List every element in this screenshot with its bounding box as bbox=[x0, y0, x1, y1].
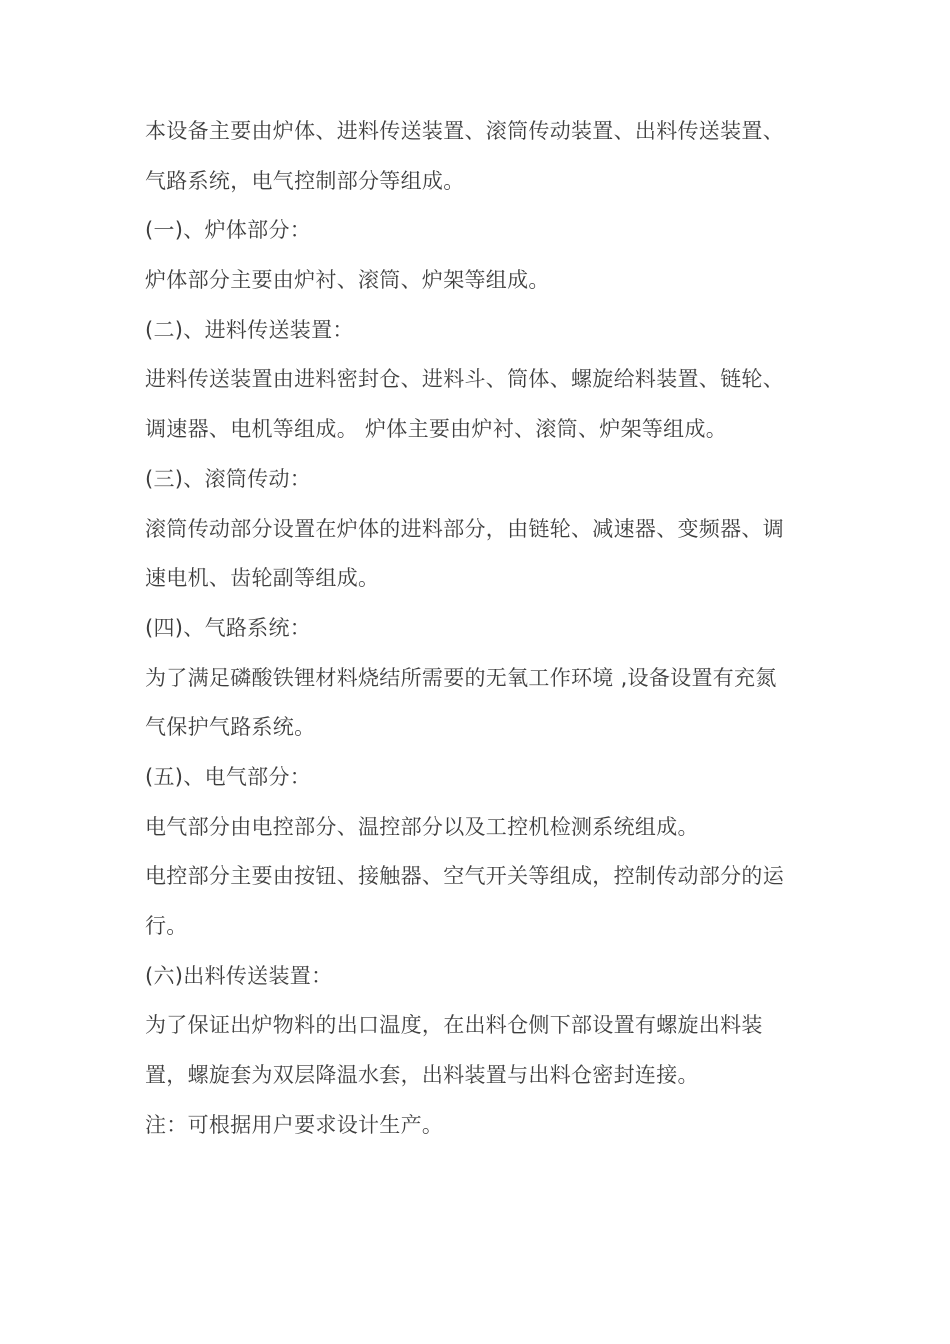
paragraph-line: 电气部分由电控部分、温控部分以及工控机检测系统组成。 bbox=[145, 814, 699, 839]
section-heading: (六)出料传送装置： bbox=[145, 963, 333, 988]
section-heading: (四)、气路系统： bbox=[145, 615, 312, 640]
section-heading: (三)、滚筒传动： bbox=[145, 466, 312, 491]
paragraph-line: 炉体部分主要由炉衬、滚筒、炉架等组成。 bbox=[145, 268, 550, 293]
section-heading: (五)、电气部分： bbox=[145, 764, 312, 789]
paragraph-line: 为了满足磷酸铁锂材料烧结所需要的无氧工作环境 ,设备设置有充氮 bbox=[145, 665, 777, 690]
paragraph-line: 速电机、齿轮副等组成。 bbox=[145, 566, 380, 591]
paragraph-line: 置，螺旋套为双层降温水套，出料装置与出料仓密封连接。 bbox=[145, 1063, 699, 1088]
paragraph-line: 调速器、电机等组成。 炉体主要由炉衬、滚筒、炉架等组成。 bbox=[145, 417, 728, 442]
note-line: 注：可根据用户要求设计生产。 bbox=[145, 1112, 444, 1137]
paragraph-line: 电控部分主要由按钮、接触器、空气开关等组成，控制传动部分的运 bbox=[145, 864, 784, 889]
paragraph-line: 气路系统，电气控制部分等组成。 bbox=[145, 168, 465, 193]
section-heading: (二)、进料传送装置： bbox=[145, 317, 354, 342]
paragraph-line: 气保护气路系统。 bbox=[145, 715, 316, 740]
section-heading: (一)、炉体部分： bbox=[145, 218, 312, 243]
paragraph-line: 滚筒传动部分设置在炉体的进料部分，由链轮、减速器、变频器、调 bbox=[145, 516, 784, 541]
paragraph-line: 为了保证出炉物料的出口温度，在出料仓侧下部设置有螺旋出料装 bbox=[145, 1013, 763, 1038]
document-body bbox=[145, 107, 815, 1150]
paragraph-line: 进料传送装置由进料密封仓、进料斗、筒体、螺旋给料装置、链轮、 bbox=[145, 367, 784, 392]
paragraph-line: 本设备主要由炉体、进料传送装置、滚筒传动装置、出料传送装置、 bbox=[145, 119, 784, 143]
paragraph-line: 行。 bbox=[145, 914, 188, 938]
